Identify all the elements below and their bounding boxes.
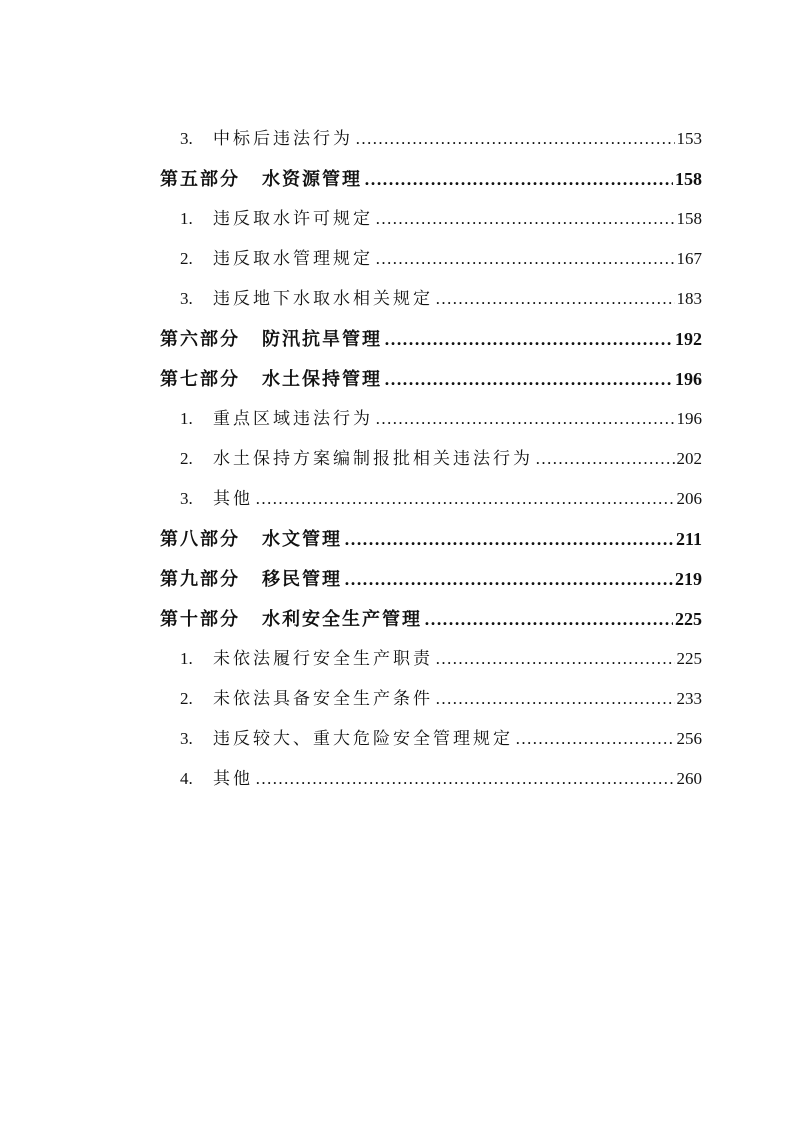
toc-entry-title: 重点区域违法行为 xyxy=(213,409,373,429)
toc-entry-page: 260 xyxy=(676,769,702,788)
toc-entry-page: 158 xyxy=(676,209,702,228)
dot-leader xyxy=(535,439,675,479)
toc-entry-number: 3. xyxy=(180,489,193,508)
toc-entry-page: 196 xyxy=(676,409,702,428)
toc-entry[interactable] xyxy=(160,439,702,479)
toc-entry-page: 225 xyxy=(676,649,702,668)
toc-part-page: 158 xyxy=(675,169,702,189)
dot-leader xyxy=(344,559,673,599)
toc-entry-number: 2. xyxy=(180,449,193,468)
toc-entry[interactable] xyxy=(160,479,702,519)
toc-entry-page: 153 xyxy=(676,129,702,148)
dot-leader xyxy=(424,599,673,639)
toc-part-label: 第八部分 xyxy=(160,529,240,550)
toc-part-page: 225 xyxy=(675,609,702,629)
dot-leader xyxy=(375,399,675,439)
toc-entry-title: 违反较大、重大危险安全管理规定 xyxy=(213,729,513,749)
toc-entry-number: 1. xyxy=(180,209,193,228)
toc-part[interactable] xyxy=(160,319,702,359)
toc-part-label: 第十部分 xyxy=(160,609,240,630)
toc-entry[interactable] xyxy=(160,119,702,159)
toc-entry-title: 水土保持方案编制报批相关违法行为 xyxy=(213,449,533,469)
toc-entry-page: 206 xyxy=(676,489,702,508)
toc-part-label: 第七部分 xyxy=(160,369,240,390)
dot-leader xyxy=(255,479,675,519)
toc-entry-title: 未依法具备安全生产条件 xyxy=(213,689,433,709)
toc-part[interactable] xyxy=(160,599,702,639)
toc-part-label: 第五部分 xyxy=(160,169,240,190)
toc-part-title: 水利安全生产管理 xyxy=(262,609,422,630)
toc-part-title: 移民管理 xyxy=(262,569,342,590)
toc-part-title: 防汛抗旱管理 xyxy=(262,329,382,350)
toc-entry[interactable] xyxy=(160,239,702,279)
dot-leader xyxy=(375,239,675,279)
toc-entry-number: 1. xyxy=(180,409,193,428)
toc-entry-number: 3. xyxy=(180,729,193,748)
toc-entry-number: 1. xyxy=(180,649,193,668)
toc-part-page: 192 xyxy=(675,329,702,349)
toc-entry-number: 3. xyxy=(180,289,193,308)
toc-part[interactable] xyxy=(160,559,702,599)
toc-part-page: 219 xyxy=(675,569,702,589)
toc-entry[interactable] xyxy=(160,199,702,239)
toc-entry-number: 4. xyxy=(180,769,193,788)
toc-entry[interactable] xyxy=(160,679,702,719)
toc-entry[interactable] xyxy=(160,759,702,799)
dot-leader xyxy=(384,359,673,399)
toc-entry[interactable] xyxy=(160,279,702,319)
table-of-contents xyxy=(160,119,702,799)
toc-entry-page: 256 xyxy=(676,729,702,748)
toc-part[interactable] xyxy=(160,159,702,199)
toc-entry-title: 未依法履行安全生产职责 xyxy=(213,649,433,669)
dot-leader xyxy=(255,759,675,799)
toc-part-title: 水文管理 xyxy=(262,529,342,550)
toc-entry-page: 233 xyxy=(676,689,702,708)
toc-entry-title: 其他 xyxy=(213,489,253,509)
dot-leader xyxy=(344,519,674,559)
toc-entry-title: 其他 xyxy=(213,769,253,789)
dot-leader xyxy=(435,279,675,319)
dot-leader xyxy=(435,679,675,719)
toc-entry[interactable] xyxy=(160,399,702,439)
toc-entry-number: 3. xyxy=(180,129,193,148)
toc-part-title: 水资源管理 xyxy=(262,169,362,190)
toc-part-title: 水土保持管理 xyxy=(262,369,382,390)
toc-entry-title: 违反取水管理规定 xyxy=(213,249,373,269)
toc-part[interactable] xyxy=(160,359,702,399)
toc-entry-title: 中标后违法行为 xyxy=(213,129,353,149)
toc-entry-title: 违反地下水取水相关规定 xyxy=(213,289,433,309)
toc-entry[interactable] xyxy=(160,719,702,759)
dot-leader xyxy=(375,199,675,239)
toc-entry-page: 167 xyxy=(676,249,702,268)
toc-part-page: 196 xyxy=(675,369,702,389)
toc-entry-number: 2. xyxy=(180,689,193,708)
toc-entry-title: 违反取水许可规定 xyxy=(213,209,373,229)
toc-entry-page: 202 xyxy=(676,449,702,468)
dot-leader xyxy=(355,119,675,159)
dot-leader xyxy=(364,159,673,199)
toc-entry[interactable] xyxy=(160,639,702,679)
toc-part-page: 211 xyxy=(675,529,702,549)
toc-part-label: 第九部分 xyxy=(160,569,240,590)
toc-part[interactable] xyxy=(160,519,702,559)
toc-part-label: 第六部分 xyxy=(160,329,240,350)
toc-entry-number: 2. xyxy=(180,249,193,268)
dot-leader xyxy=(515,719,675,759)
toc-entry-page: 183 xyxy=(676,289,702,308)
dot-leader xyxy=(435,639,675,679)
dot-leader xyxy=(384,319,673,359)
